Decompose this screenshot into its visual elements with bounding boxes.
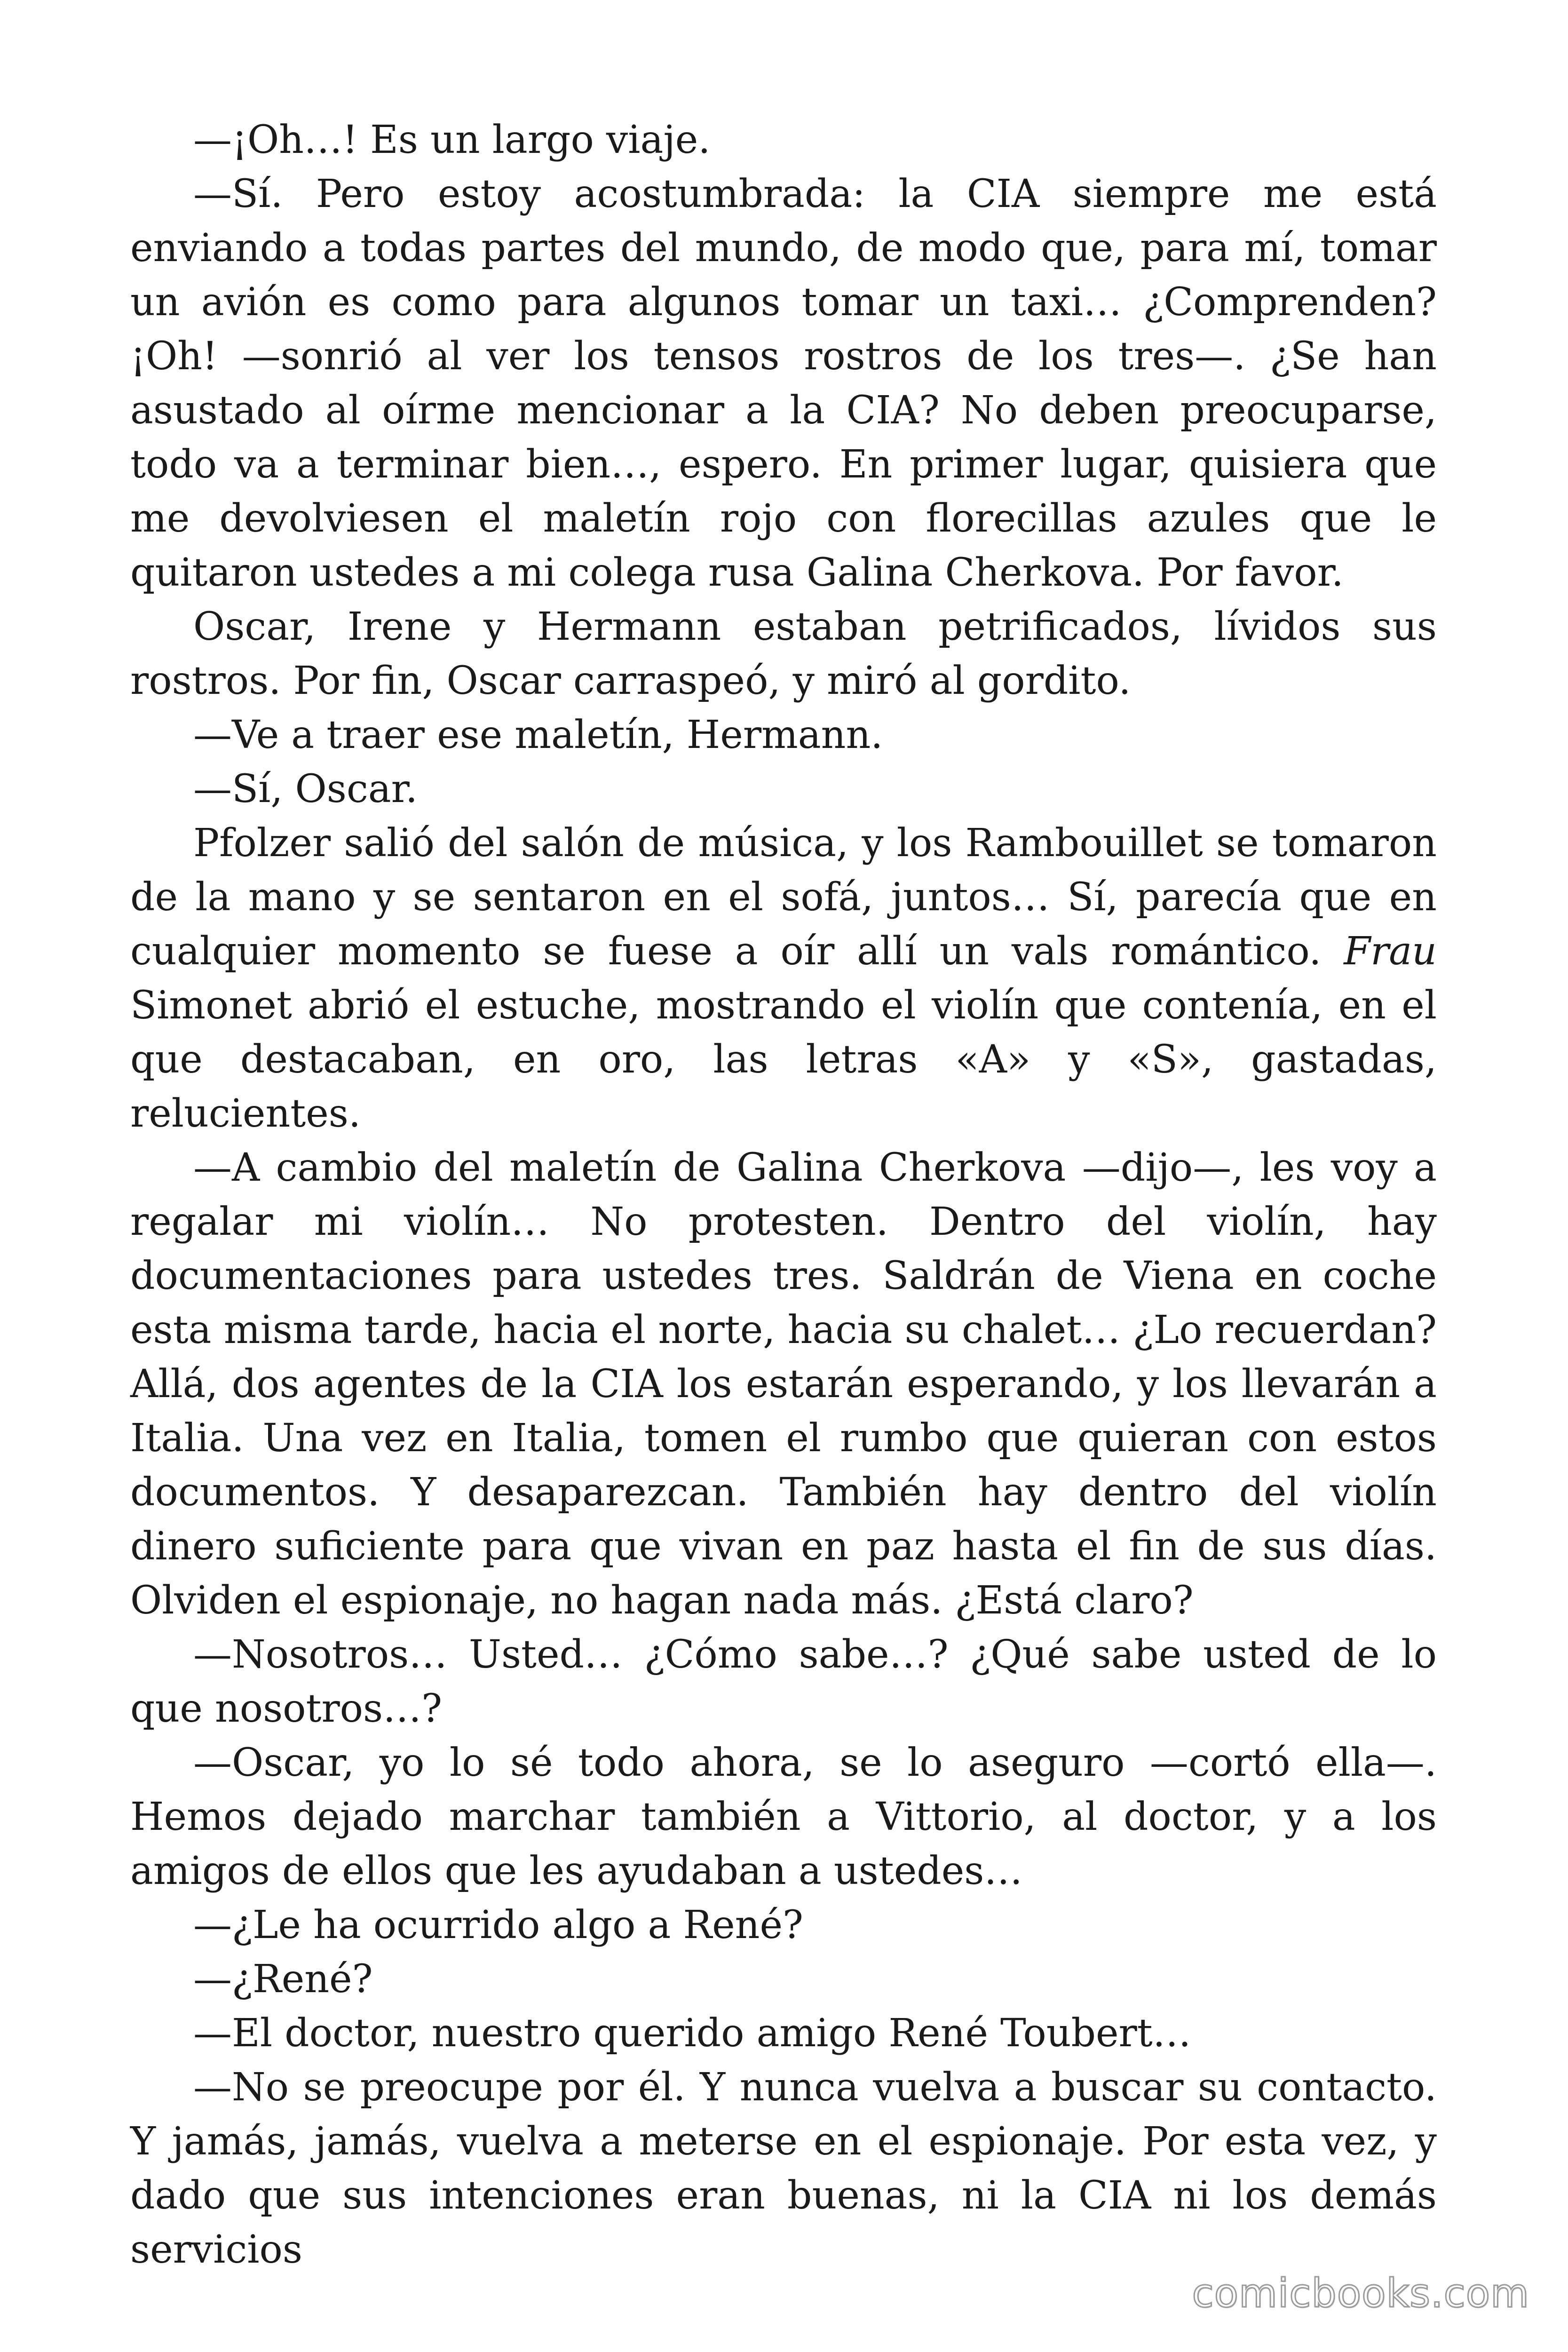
paragraph-5: —Sí, Oscar. — [193, 767, 418, 811]
paragraph-8: —Nosotros… Usted… ¿Cómo sabe…? ¿Qué sabe usted de lo que nosotros…? — [130, 1632, 1437, 1731]
paragraph-10: —¿Le ha ocurrido algo a René? — [193, 1903, 803, 1947]
paragraph-7: —A cambio del maletín de Galina Cherkova —dijo—, les voy a regalar mi violín… No protesten. Dentro del violín, hay documentaciones para ustedes tres. Saldrán de Viena en coche esta misma tarde, hacia el norte, hacia su chalet… ¿Lo recuerdan? Allá, dos agentes de la CIA los estarán esperando, y los llevarán a Italia. Una vez en Italia, tomen el rumbo que quieran con estos documentos. Y desaparezcan. También hay dentro del violín dinero suficiente para que vivan en paz hasta el fin de sus días. Olviden el espionaje, no hagan nada más. ¿Está claro? — [130, 1145, 1437, 1623]
paragraph-11: —¿René? — [193, 1957, 373, 2002]
paragraph-6-text-end: Simonet abrió el estuche, mostrando el violín que contenía, en el que destacaban, en oro, las letras «A» y «S», gastadas, relucientes. — [130, 983, 1437, 1136]
body-text — [130, 113, 1437, 2277]
paragraph-6-text-start: Pfolzer salió del salón de música, y los Rambouillet se tomaron de la mano y se sentaron en el sofá, juntos… Sí, parecía que en cualquier momento se fuese a oír allí un vals romántico. — [130, 821, 1437, 974]
paragraph-4: —Ve a traer ese maletín, Hermann. — [193, 713, 883, 757]
paragraph-2: —Sí. Pero estoy acostumbrada: la CIA siempre me está enviando a todas partes del mundo, de modo que, para mí, tomar un avión es como para algunos tomar un taxi… ¿Comprenden? ¡Oh! —sonrió al ver los tensos rostros de los tres—. ¿Se han asustado al oírme mencionar a la CIA? No deben preocuparse, todo va a terminar bien…, espero. En primer lugar, quisiera que me devolviesen el maletín rojo con florecillas azules que le quitaron ustedes a mi colega rusa Galina Cherkova. Por favor. — [130, 172, 1437, 595]
paragraph-12: —El doctor, nuestro querido amigo René Toubert… — [193, 2011, 1191, 2056]
watermark: comicbooks.com — [1192, 2270, 1529, 2316]
paragraph-6 — [130, 816, 1437, 1141]
paragraph-6-italic-word: Frau — [1344, 929, 1437, 974]
paragraph-3: Oscar, Irene y Hermann estaban petrificados, lívidos sus rostros. Por fin, Oscar carraspeó, y miró al gordito. — [130, 604, 1437, 703]
paragraph-1: —¡Oh…! Es un largo viaje. — [193, 118, 711, 162]
paragraph-13: —No se preocupe por él. Y nunca vuelva a buscar su contacto. Y jamás, jamás, vuelva a meterse en el espionaje. Por esta vez, y dado que sus intenciones eran buenas, ni la CIA ni los demás servicios — [130, 2065, 1437, 2272]
paragraph-9: —Oscar, yo lo sé todo ahora, se lo aseguro —cortó ella—. Hemos dejado marchar también a Vittorio, al doctor, y a los amigos de ellos que les ayudaban a ustedes… — [130, 1740, 1437, 1893]
